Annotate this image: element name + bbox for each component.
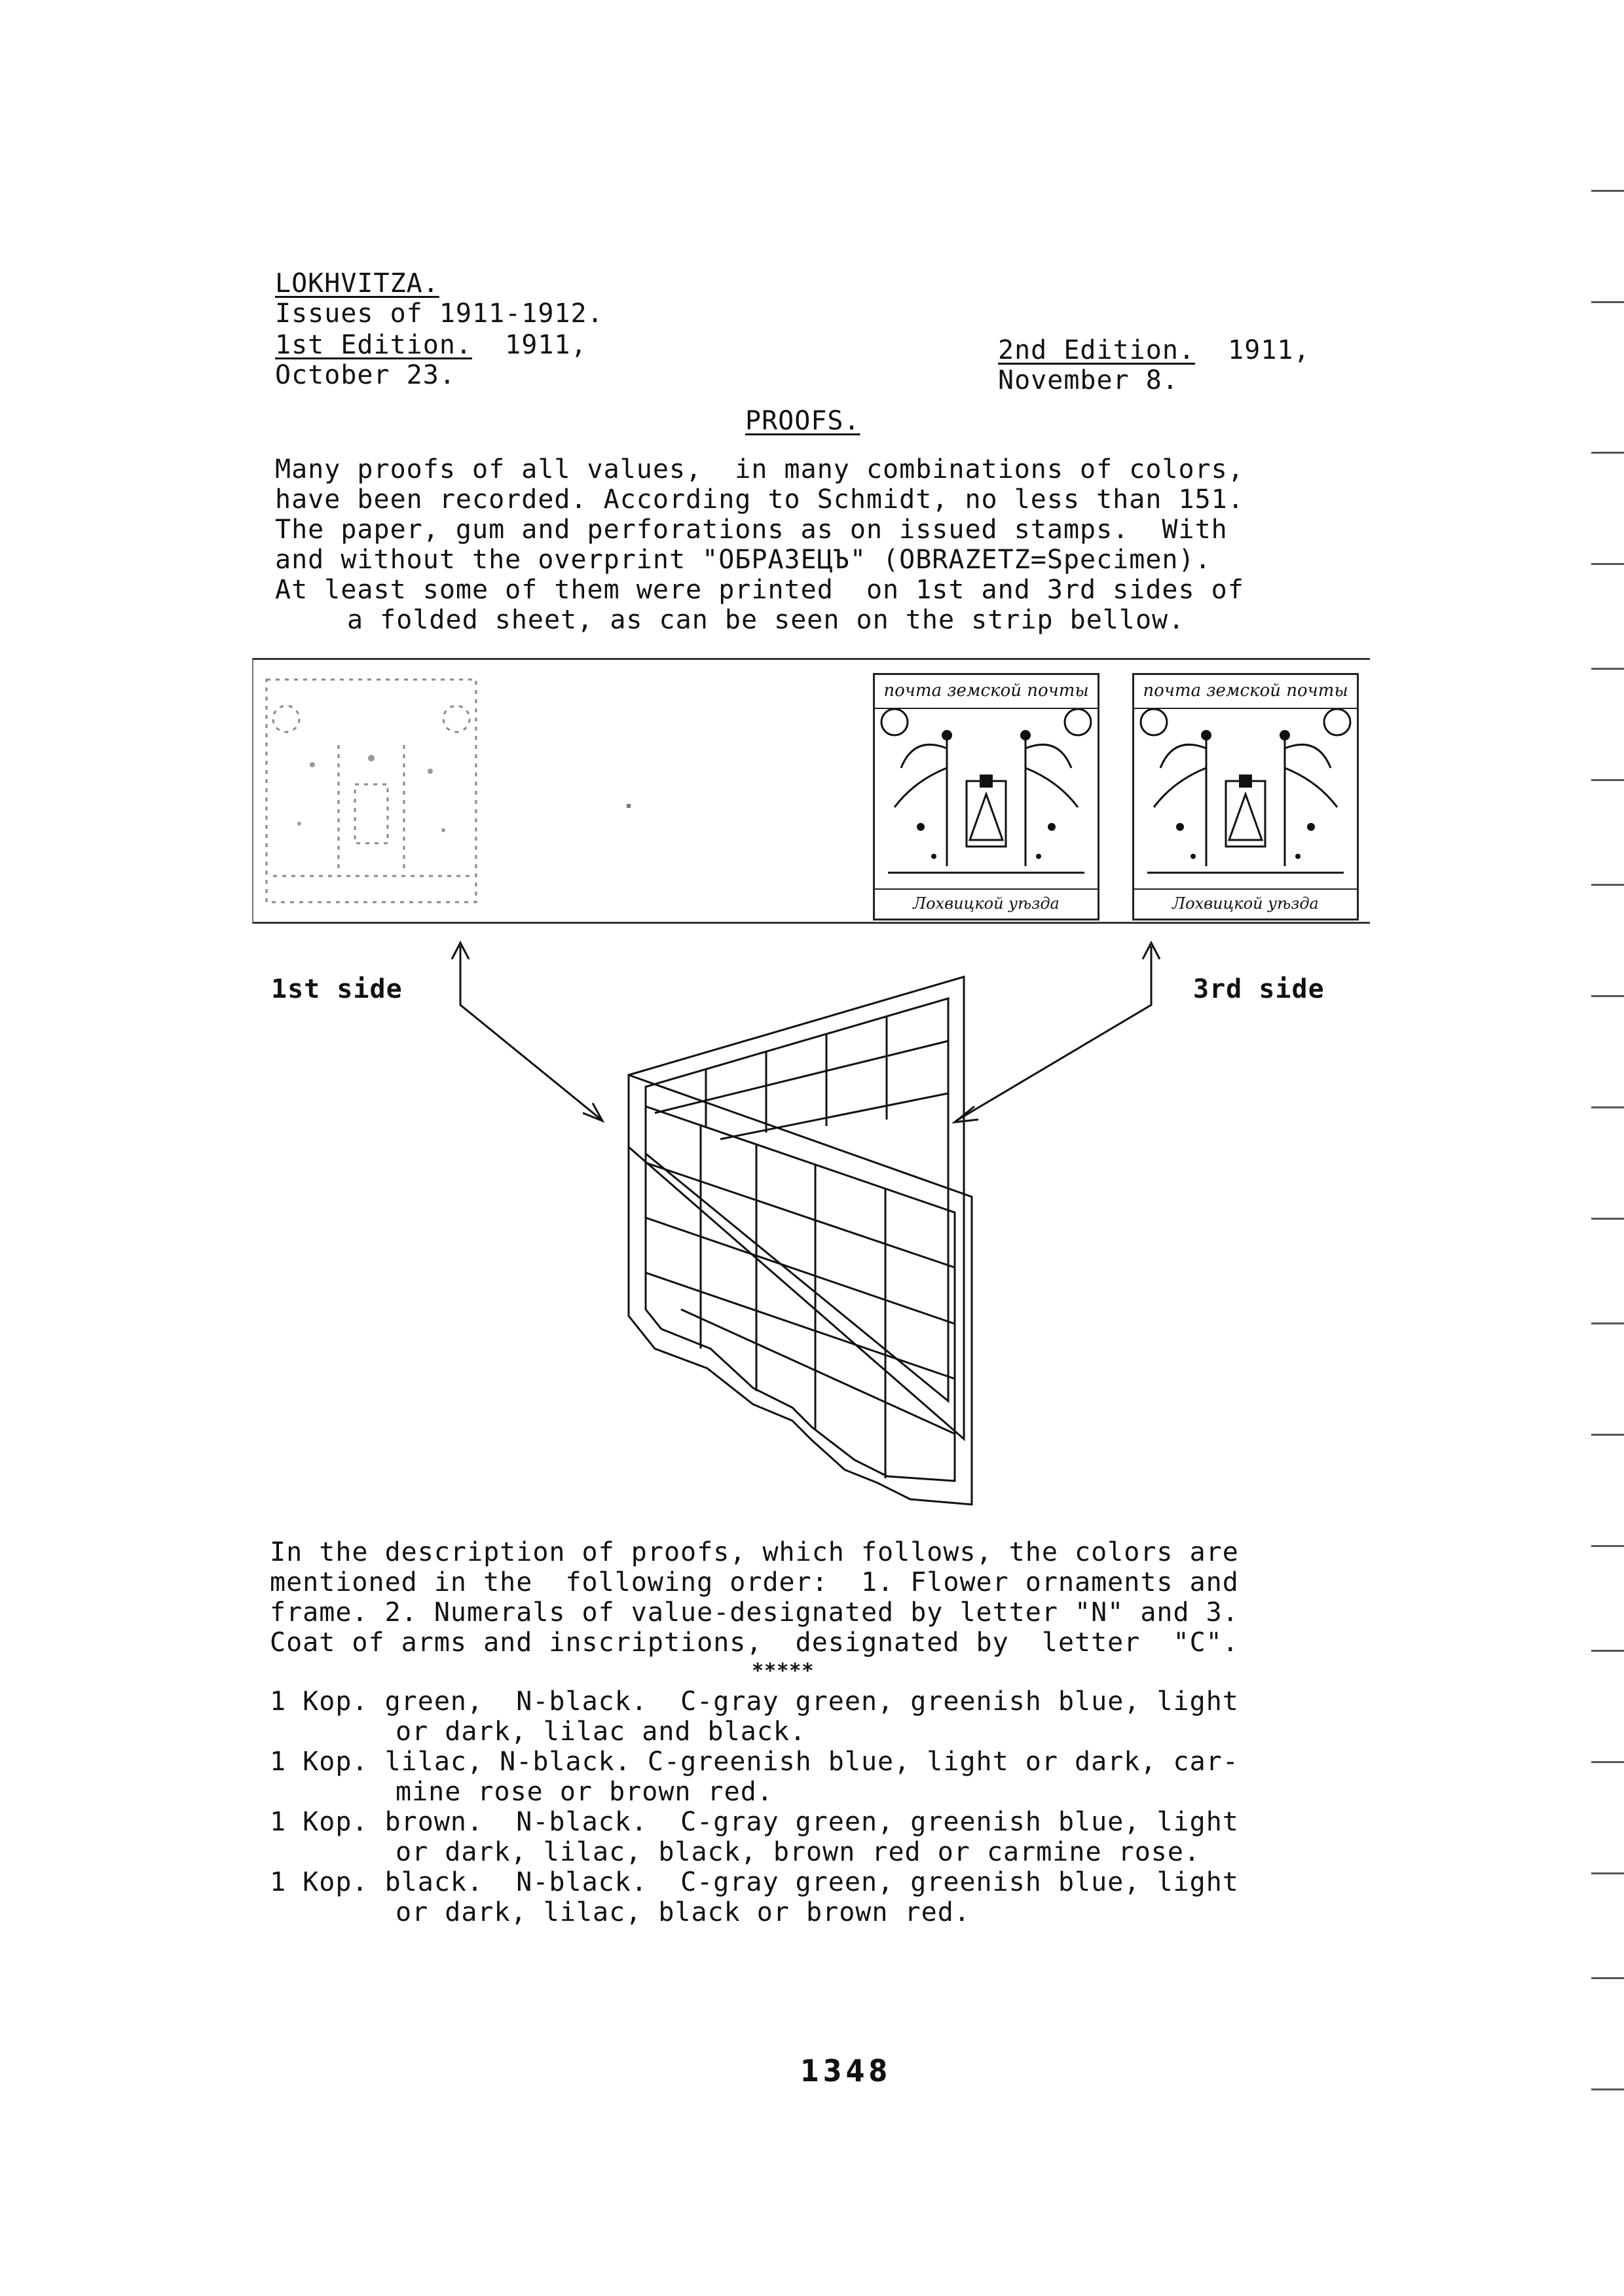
arrow-first-side	[460, 946, 601, 1120]
entry-text: brown. N-black. C-gray green, greenish blue, light	[384, 1807, 1239, 1837]
first-side-label: 1st side	[271, 974, 403, 1004]
description-line: mentioned in the following order: 1. Flower ornaments and	[270, 1567, 1239, 1597]
entry	[270, 1686, 1239, 1717]
intro-line: have been recorded. According to Schmidt, no less than 151.	[275, 484, 1244, 515]
intro-line: Many proofs of all values, in many combinations of colors,	[275, 454, 1244, 484]
description-line: In the description of proofs, which follows, the colors are	[270, 1537, 1239, 1567]
intro-line: The paper, gum and perforations as on issued stamps. With	[275, 515, 1228, 545]
description-line: frame. 2. Numerals of value-designated by letter "N" and 3.	[270, 1597, 1239, 1628]
separator: *****	[752, 1660, 815, 1683]
entry-text: black. N-black. C-gray green, greenish blue, light	[384, 1867, 1239, 1897]
entry	[270, 1807, 1239, 1837]
arrow-third-side	[956, 946, 1151, 1121]
third-side-label: 3rd side	[1193, 974, 1325, 1004]
intro-line: At least some of them were printed on 1st and 3rd sides of	[275, 575, 1244, 605]
entry-prefix: 1 Kop.	[270, 1807, 369, 1837]
intro-line: a folded sheet, as can be seen on the strip bellow.	[347, 605, 1185, 635]
entry-continuation: or dark, lilac and black.	[396, 1717, 807, 1747]
entry-continuation: or dark, lilac, black or brown red.	[396, 1897, 970, 1927]
page-number: 1348	[800, 2053, 892, 2088]
intro-line: and without the overprint "ОБРАЗЕЦЪ" (OBRAZETZ=Specimen).	[275, 545, 1211, 575]
entry	[270, 1867, 1239, 1897]
entry-continuation: or dark, lilac, black, brown red or carmine rose.	[396, 1837, 1201, 1867]
issues-line: Issues of 1911-1912.	[275, 299, 604, 329]
second-edition-date: November 8.	[998, 365, 1179, 395]
second-edition-year: 1911,	[1228, 335, 1310, 365]
second-edition-label: 2nd Edition.	[998, 335, 1195, 365]
proof-entries	[270, 1686, 1239, 1927]
first-edition-date: October 23.	[275, 360, 456, 390]
section-title: PROOFS.	[745, 406, 860, 436]
stamp-2-footer: Лохвицкой уѣзда	[1134, 888, 1357, 919]
entry-continuation: mine rose or brown red.	[396, 1777, 773, 1807]
description-paragraph	[270, 1537, 1239, 1658]
entry-text: lilac, N-black. C-greenish blue, light or dark, car-	[384, 1747, 1239, 1777]
entry-prefix: 1 Kop.	[270, 1747, 369, 1777]
description-line: Coat of arms and inscriptions, designated by letter "C".	[270, 1628, 1239, 1658]
first-edition-year: 1911,	[505, 330, 587, 360]
first-edition-label: 1st Edition.	[275, 330, 472, 360]
stamp-2-header: почта земской почты	[1134, 675, 1357, 709]
stamp-1-header: почта земской почты	[875, 675, 1098, 709]
entry-prefix: 1 Kop.	[270, 1867, 369, 1897]
stamp-1-footer: Лохвицкой уѣзда	[875, 888, 1098, 919]
entry-prefix: 1 Kop.	[270, 1686, 369, 1717]
region-title: LOKHVITZA.	[275, 268, 439, 299]
entry-text: green, N-black. C-gray green, greenish blue, light	[384, 1686, 1239, 1717]
entry	[270, 1747, 1239, 1777]
